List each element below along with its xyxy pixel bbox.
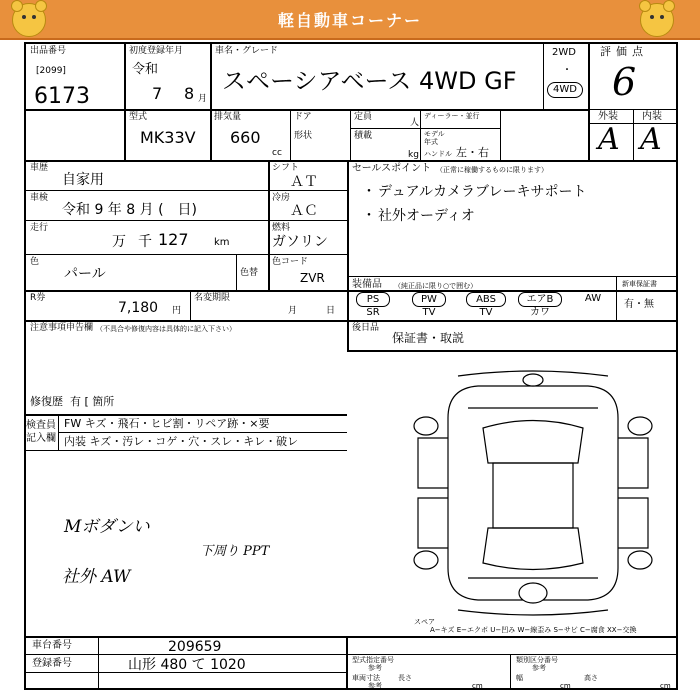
ac-label: 冷房	[272, 193, 291, 203]
mileage-sen: 千	[138, 234, 152, 250]
divider	[633, 109, 634, 160]
divider	[347, 276, 678, 277]
drive-2wd: 2WD	[552, 47, 576, 58]
vehicle-dimensions-label: 車両寸法	[352, 674, 380, 682]
length-unit: cm	[472, 682, 483, 690]
divider	[350, 128, 420, 129]
divider	[510, 654, 511, 690]
divider	[347, 320, 678, 322]
exterior-grade: A	[598, 122, 620, 157]
divider	[190, 290, 191, 320]
registration-month: 8	[184, 84, 195, 103]
exterior-label: 外装	[598, 111, 618, 122]
new-car-warranty-label: 新車保証書	[622, 280, 657, 288]
exterior-defects-row: FW キズ・飛石・ヒビ割・リペア跡・×要	[64, 417, 270, 430]
divider	[24, 654, 678, 655]
divider	[24, 320, 347, 322]
recycle-fee: 7,180	[118, 300, 159, 316]
lot-number-label: 出品番号	[30, 46, 67, 56]
load-unit: kg	[408, 150, 419, 160]
equipment-sr: SR	[366, 307, 380, 318]
handwritten-note-1: Mボダンい	[64, 517, 150, 537]
inspection-expiry: 令和 9 年 8 月 ( 日)	[62, 202, 197, 218]
divider	[346, 636, 348, 690]
recycle-fee-label: R券	[30, 293, 46, 303]
handle-value: 左・右	[456, 146, 489, 159]
reference-label: 参考	[368, 664, 382, 672]
after-documents-label: 後日品	[352, 323, 380, 333]
divider	[98, 636, 99, 690]
car-body-diagram	[398, 368, 668, 618]
ac-value: ＡＣ	[290, 203, 318, 219]
name-change-deadline-label: 名変期限	[194, 293, 231, 303]
first-registration-label: 初度登録年月	[129, 46, 184, 56]
notes-sub: （不具合や修復内容は具体的に記入下さい）	[96, 325, 236, 333]
history-value: 自家用	[62, 172, 104, 188]
divider	[24, 450, 347, 451]
color-value: パール	[64, 266, 106, 282]
inspector-entry-label: 記入欄	[26, 433, 56, 444]
drive-separator: ・	[562, 65, 572, 76]
notes-label: 注意事項申告欄	[30, 323, 94, 333]
equipment-pw: PW	[412, 292, 446, 307]
color-code-label: 色コード	[272, 257, 309, 267]
model-type: MK33V	[140, 128, 196, 147]
selling-points-note: （正常に稼働するものに限ります）	[436, 166, 548, 174]
shape-label: 形状	[294, 131, 313, 141]
divider	[588, 42, 590, 160]
damage-legend: A−キズ E−エクボ U−凹み W−線歪み S−サビ C−腐食 XX−交換	[430, 626, 637, 634]
door-label: ドア	[294, 112, 312, 122]
handle-label: ハンドル	[424, 150, 452, 158]
name-change-day: 日	[326, 306, 336, 316]
reference-label-2: 参考	[532, 664, 546, 672]
after-documents: 保証書・取説	[392, 331, 465, 345]
capacity-unit: 人	[410, 118, 420, 128]
selling-points-label: セールスポイント	[352, 163, 432, 174]
selling-point-bullet: ・	[362, 208, 376, 224]
dealer-parallel-label: ディーラー・並行	[424, 112, 480, 120]
registration-number: 山形 480 て 1020	[128, 657, 246, 673]
selling-point-1: デュアルカメラブレーキサポート	[378, 184, 587, 200]
model-year-label: モデル	[424, 130, 445, 138]
divider	[500, 109, 501, 160]
equipment-label: 装備品	[352, 279, 382, 290]
lot-number: 6173	[34, 84, 90, 109]
interior-grade: A	[640, 122, 662, 157]
chassis-number-label: 車台番号	[32, 640, 72, 651]
mileage-label: 走行	[30, 223, 49, 233]
displacement-unit: cc	[272, 148, 282, 158]
car-name-grade: スペーシアベース 4WD GF	[222, 67, 517, 95]
registration-year: 7	[152, 84, 163, 103]
load-label: 積載	[354, 131, 373, 141]
inspector-label: 検査員	[26, 420, 56, 431]
shift-value: ＡＴ	[290, 174, 318, 190]
divider	[24, 160, 678, 162]
equipment-leather: カワ	[530, 307, 550, 318]
divider	[58, 432, 347, 433]
width-unit: cm	[560, 682, 571, 690]
car-name-label: 車名・グレード	[215, 46, 279, 56]
divider	[124, 42, 126, 160]
equipment-tv-2: TV	[479, 307, 493, 318]
divider	[24, 636, 678, 638]
model-designation-label: 型式指定番号	[352, 656, 394, 664]
divider	[24, 220, 347, 221]
height-label: 高さ	[584, 674, 598, 682]
month-unit: 月	[198, 94, 208, 104]
fuel-label: 燃料	[272, 223, 291, 233]
lot-sub-number: [2099]	[36, 66, 66, 76]
inspection-label: 車検	[30, 193, 49, 203]
class-code-label: 類別区分番号	[516, 656, 558, 664]
registration-number-label: 登録番号	[32, 658, 72, 669]
drive-4wd-circled: 4WD	[547, 82, 583, 98]
interior-label: 内装	[642, 111, 662, 122]
repair-history-value: 有 [ 箇所	[70, 395, 115, 408]
selling-point-bullet: ・	[362, 184, 376, 200]
registration-era: 令和	[132, 62, 159, 77]
mileage-man: 万	[112, 234, 126, 250]
height-unit: cm	[660, 682, 671, 690]
mileage-unit: km	[214, 237, 230, 248]
chassis-number: 209659	[168, 639, 222, 655]
equipment-ps: PS	[356, 292, 390, 307]
divider	[24, 109, 588, 111]
displacement-label: 排気量	[214, 112, 242, 122]
equipment-airbag: エアB	[518, 292, 562, 307]
shift-label: シフト	[272, 163, 300, 173]
color-code: ZVR	[300, 271, 325, 285]
interior-defects-row: 内装 キズ・汚レ・コゲ・穴・スレ・キレ・破レ	[64, 435, 299, 448]
reference-label-3: 参考	[368, 682, 382, 690]
displacement: 660	[230, 128, 261, 147]
divider	[24, 414, 347, 416]
divider	[236, 254, 237, 290]
divider	[420, 109, 421, 160]
divider	[543, 42, 544, 109]
name-change-month: 月	[288, 306, 298, 316]
repaint-label: 色替	[240, 268, 259, 278]
selling-point-2: 社外オーディオ	[378, 208, 475, 224]
spare-tire-label: スペア	[414, 618, 435, 626]
equipment-note: （純正品に限り○で囲む）	[394, 282, 478, 290]
divider	[420, 128, 500, 129]
mileage-value: 127	[158, 230, 189, 249]
divider	[210, 42, 212, 160]
history-label: 車歴	[30, 163, 49, 173]
handwritten-note-2: 社外 AW	[62, 567, 131, 587]
width-label: 幅	[516, 674, 523, 682]
length-label: 長さ	[398, 674, 412, 682]
divider	[350, 109, 351, 160]
recycle-fee-unit: 円	[172, 306, 182, 316]
capacity-label: 定員	[354, 112, 373, 122]
score-label: 評価点	[600, 45, 648, 58]
model-year-label-2: 年式	[424, 138, 438, 146]
equipment-aw: AW	[584, 293, 602, 304]
banner-title: 軽自動車コーナー	[277, 11, 422, 30]
divider	[24, 254, 347, 255]
divider	[24, 190, 347, 191]
color-label: 色	[30, 257, 40, 267]
fuel-value: ガソリン	[272, 234, 328, 250]
divider	[616, 276, 617, 320]
equipment-tv: TV	[422, 307, 436, 318]
handwritten-note-3: 下周り PPT	[200, 544, 270, 559]
divider	[588, 109, 678, 110]
divider	[268, 160, 270, 290]
score-value: 6	[612, 60, 637, 104]
model-type-label: 型式	[129, 112, 148, 122]
repair-history-label: 修復歴	[30, 395, 63, 408]
equipment-abs: ABS	[466, 292, 506, 307]
new-car-warranty-value: 有・無	[624, 299, 654, 310]
divider	[290, 109, 291, 160]
divider	[347, 350, 678, 352]
